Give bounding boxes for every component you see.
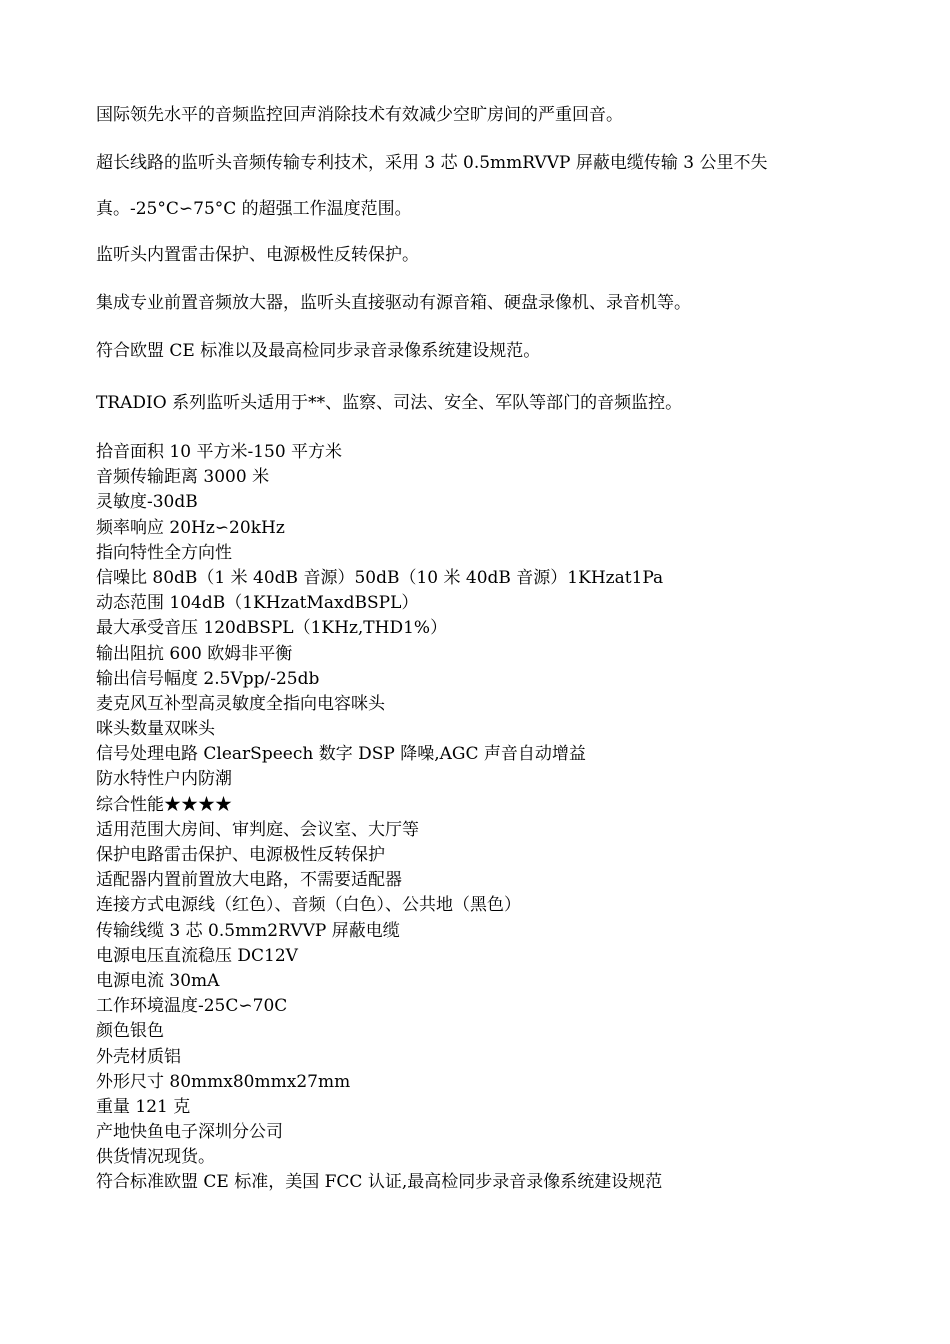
- spec-item: 外形尺寸 80mmx80mmx27mm: [96, 1071, 351, 1092]
- spec-item: 音频传输距离 3000 米: [96, 467, 270, 488]
- paragraph-long-distance-line1: 超长线路的监听头音频传输专利技术，采用 3 芯 0.5mmRVVP 屏蔽电缆传输 3 公里不失: [96, 153, 768, 173]
- spec-item: 动态范围 104dB（1KHzatMaxdBSPL）: [96, 593, 419, 614]
- spec-item: 颜色银色: [96, 1021, 164, 1042]
- spec-item: 综合性能★★★★: [96, 794, 232, 815]
- spec-item: 信号处理电路 ClearSpeech 数字 DSP 降噪,AGC 声音自动增益: [96, 744, 586, 765]
- spec-item: 频率响应 20Hz∽20kHz: [96, 517, 285, 538]
- spec-item: 指向特性全方向性: [96, 542, 232, 563]
- spec-item: 麦克风互补型高灵敏度全指向电容咪头: [96, 693, 385, 714]
- spec-item: 连接方式电源线（红色）、音频（白色）、公共地（黑色）: [96, 895, 521, 916]
- spec-item: 灵敏度-30dB: [96, 492, 198, 513]
- spec-item: 输出信号幅度 2.5Vpp/-25db: [96, 668, 320, 689]
- spec-item: 适用范围大房间、审判庭、会议室、大厅等: [96, 819, 419, 840]
- spec-item: 适配器内置前置放大电路，不需要适配器: [96, 870, 402, 891]
- paragraph-protection: 监听头内置雷击保护、电源极性反转保护。: [96, 245, 419, 265]
- spec-item: 防水特性户内防潮: [96, 769, 232, 790]
- spec-item: 产地快鱼电子深圳分公司: [96, 1122, 283, 1143]
- spec-item: 外壳材质铝: [96, 1046, 181, 1067]
- spec-item: 信噪比 80dB（1 米 40dB 音源）50dB（10 米 40dB 音源）1KHzat1Pa: [96, 567, 664, 588]
- spec-item: 保护电路雷击保护、电源极性反转保护: [96, 845, 385, 865]
- paragraph-applications: TRADIO 系列监听头适用于**、监察、司法、安全、军队等部门的音频监控。: [96, 393, 683, 413]
- spec-item: 传输线缆 3 芯 0.5mm2RVVP 屏蔽电缆: [96, 920, 400, 941]
- paragraph-long-distance-line2: 真。-25°C∽75°C 的超强工作温度范围。: [96, 199, 412, 219]
- paragraph-amplifier: 集成专业前置音频放大器，监听头直接驱动有源音箱、硬盘录像机、录音机等。: [96, 293, 691, 313]
- spec-item: 工作环境温度-25C∽70C: [96, 996, 288, 1017]
- spec-item: 符合标准欧盟 CE 标准，美国 FCC 认证,最高检同步录音录像系统建设规范: [96, 1172, 663, 1193]
- spec-item: 重量 121 克: [96, 1096, 191, 1117]
- spec-item: 供货情况现货。: [96, 1147, 215, 1168]
- spec-item: 最大承受音压 120dBSPL（1KHz,THD1%）: [96, 618, 448, 639]
- spec-item: 电源电流 30mA: [96, 970, 220, 991]
- spec-item: 电源电压直流稳压 DC12V: [96, 945, 298, 966]
- spec-item: 输出阻抗 600 欧姆非平衡: [96, 643, 293, 664]
- paragraph-ce-standard: 符合欧盟 CE 标准以及最高检同步录音录像系统建设规范。: [96, 341, 541, 361]
- spec-list: [96, 440, 856, 1196]
- spec-item: 咪头数量双咪头: [96, 719, 215, 740]
- spec-item: 拾音面积 10 平方米-150 平方米: [96, 442, 343, 462]
- paragraph-echo-cancellation: 国际领先水平的音频监控回声消除技术有效减少空旷房间的严重回音。: [96, 105, 623, 125]
